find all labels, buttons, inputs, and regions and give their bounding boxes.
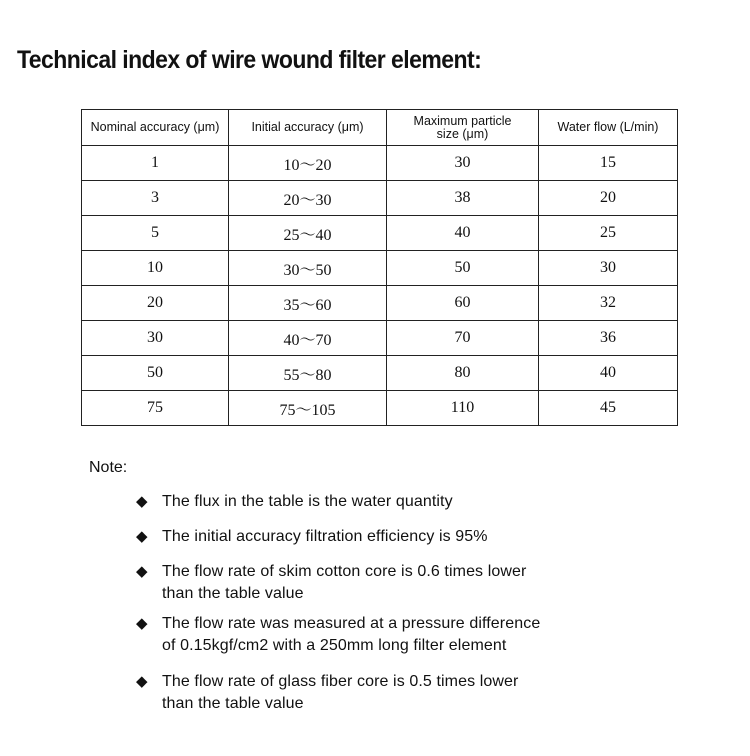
cell-nominal: 30 xyxy=(82,321,229,356)
cell-water-flow: 30 xyxy=(539,251,678,286)
note-line: than the table value xyxy=(162,695,304,712)
cell-water-flow: 32 xyxy=(539,286,678,321)
diamond-bullet-icon: ◆ xyxy=(136,673,148,690)
cell-nominal: 1 xyxy=(82,146,229,181)
note-line: of 0.15kgf/cm2 with a 250mm long filter element xyxy=(162,637,507,654)
list-item xyxy=(136,561,736,605)
cell-water-flow: 25 xyxy=(539,216,678,251)
note-line: The flow rate of skim cotton core is 0.6 times lower xyxy=(162,563,527,580)
table-row xyxy=(82,321,678,356)
table-row xyxy=(82,216,678,251)
cell-nominal: 10 xyxy=(82,251,229,286)
header-max-particle-size: Maximum particle size (μm) xyxy=(387,110,539,146)
cell-nominal: 75 xyxy=(82,391,229,426)
cell-initial: 10～20 xyxy=(229,146,387,181)
list-item xyxy=(136,671,736,715)
table-row xyxy=(82,356,678,391)
cell-initial: 25～40 xyxy=(229,216,387,251)
cell-max-particle: 80 xyxy=(387,356,539,391)
note-line: The flow rate of glass fiber core is 0.5 times lower xyxy=(162,673,519,690)
page-title: Technical index of wire wound filter element: xyxy=(17,46,482,74)
cell-initial: 30～50 xyxy=(229,251,387,286)
spec-table xyxy=(81,109,678,426)
cell-nominal: 5 xyxy=(82,216,229,251)
cell-water-flow: 40 xyxy=(539,356,678,391)
list-item xyxy=(136,491,736,513)
table-row xyxy=(82,146,678,181)
header-nominal-accuracy: Nominal accuracy (μm) xyxy=(82,110,229,146)
header-initial-accuracy: Initial accuracy (μm) xyxy=(229,110,387,146)
cell-initial: 35～60 xyxy=(229,286,387,321)
cell-max-particle: 40 xyxy=(387,216,539,251)
cell-water-flow: 15 xyxy=(539,146,678,181)
note-line: The flux in the table is the water quantity xyxy=(162,493,453,510)
note-line: The flow rate was measured at a pressure difference xyxy=(162,615,541,632)
diamond-bullet-icon: ◆ xyxy=(136,563,148,580)
diamond-bullet-icon: ◆ xyxy=(136,615,148,632)
diamond-bullet-icon: ◆ xyxy=(136,528,148,545)
header-water-flow: Water flow (L/min) xyxy=(539,110,678,146)
cell-max-particle: 50 xyxy=(387,251,539,286)
list-item xyxy=(136,613,736,657)
cell-max-particle: 30 xyxy=(387,146,539,181)
note-line: than the table value xyxy=(162,585,304,602)
cell-nominal: 20 xyxy=(82,286,229,321)
cell-water-flow: 36 xyxy=(539,321,678,356)
note-line: The initial accuracy filtration efficiency is 95% xyxy=(162,528,488,545)
table-row xyxy=(82,251,678,286)
cell-nominal: 3 xyxy=(82,181,229,216)
cell-max-particle: 70 xyxy=(387,321,539,356)
cell-initial: 20～30 xyxy=(229,181,387,216)
cell-nominal: 50 xyxy=(82,356,229,391)
note-label: Note: xyxy=(89,459,128,476)
cell-initial: 75～105 xyxy=(229,391,387,426)
cell-max-particle: 38 xyxy=(387,181,539,216)
cell-max-particle: 110 xyxy=(387,391,539,426)
cell-water-flow: 20 xyxy=(539,181,678,216)
diamond-bullet-icon: ◆ xyxy=(136,493,148,510)
table-header-row xyxy=(82,110,678,146)
list-item xyxy=(136,526,736,548)
cell-max-particle: 60 xyxy=(387,286,539,321)
table-row xyxy=(82,391,678,426)
cell-initial: 40～70 xyxy=(229,321,387,356)
cell-water-flow: 45 xyxy=(539,391,678,426)
table-row xyxy=(82,286,678,321)
table-row xyxy=(82,181,678,216)
cell-initial: 55～80 xyxy=(229,356,387,391)
